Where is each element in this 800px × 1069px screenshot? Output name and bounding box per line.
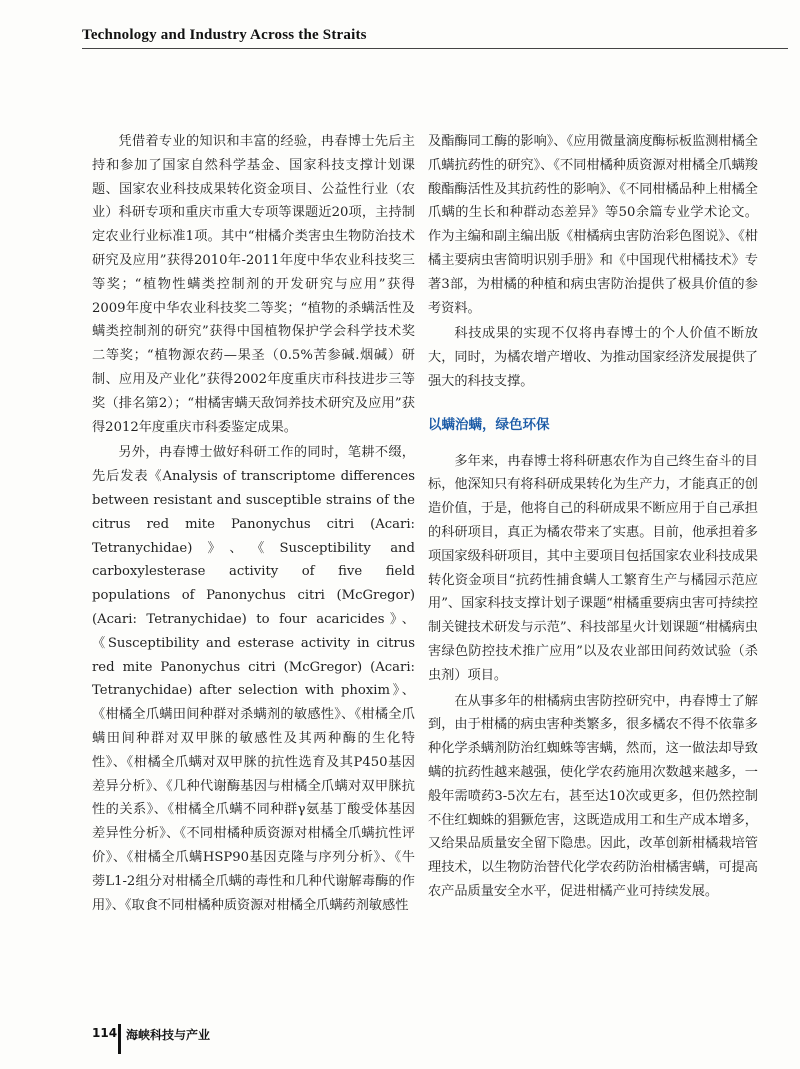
right-column (428, 130, 758, 904)
paragraph: 凭借着专业的知识和丰富的经验，冉春博士先后主持和参加了国家自然科学基金、国家科技支撑计划课题、国家农业科技成果转化资金项目、公益性行业（农业）科研专项和重庆市重大专项等课题近20项，主持制定农业行业标准1项。其中“柑橘介类害虫生物防治技术研究及应用”获得2010年-2011年度中华农业科技奖三等奖；“植物性螨类控制剂的开发研究与应用”获得2009年度中华农业科技奖二等奖；“植物的杀螨活性及螨类控制剂的研究”获得中国植物保护学会科学技术奖二等奖；“植物源农药—果圣（0.5%苦参碱.烟碱）研制、应用及产业化”获得2002年度重庆市科技进步三等奖（排名第2）；“柑橘害螨天敌饲养技术研究及应用”获得2012年度重庆市科委鉴定成果。 (92, 134, 415, 435)
running-title: Technology and Industry Across the Straits (82, 27, 367, 43)
page-header (0, 0, 800, 52)
left-column (92, 130, 415, 917)
paragraph: 科技成果的实现不仅将冉春博士的个人价值不断放大，同时，为橘农增产增收、为推动国家经济发展提供了强大的科技支撑。 (428, 326, 758, 389)
footer-divider (118, 1024, 121, 1054)
journal-name: 海峡科技与产业 (126, 1028, 211, 1042)
section-heading: 以螨治螨，绿色环保 (428, 416, 550, 433)
paragraph: 在从事多年的柑橘病虫害防控研究中，冉春博士了解到，由于柑橘的病虫害种类繁多，很多橘农不得不依靠多种化学杀螨剂防治红蜘蛛等害螨，然而，这一做法却导致螨的抗药性越来越强，使化学农药施用次数越来越多，一般年需喷药3-5次左右，甚至达10次或更多，但仍然控制不住红蜘蛛的猖獗危害，这既造成用工和生产成本增多，又给果品质量安全留下隐患。因此，改革创新柑橘栽培管理技术，以生物防治替代化学农药防治柑橘害螨，可提高农产品质量安全水平，促进柑橘产业可持续发展。 (428, 693, 758, 899)
paragraph: 及酯酶同工酶的影响》、《应用微量滴度酶标板监测柑橘全爪螨抗药性的研究》、《不同柑橘种质资源对柑橘全爪螨羧酸酯酶活性及其抗药性的影响》、《不同柑橘品种上柑橘全爪螨的生长和种群动态差异》等50余篇专业学术论文。作为主编和副主编出版《柑橘病虫害防治彩色图说》、《柑橘主要病虫害简明识别手册》和《中国现代柑橘技术》专著3部，为柑橘的种植和病虫害防治提供了极具价值的参考资料。 (428, 134, 758, 316)
page-number: 114 (92, 1026, 118, 1040)
header-rule (82, 48, 788, 49)
paragraph: 另外，冉春博士做好科研工作的同时，笔耕不缀，先后发表《Analysis of transcriptome differences between resistant and susceptible strains of the citrus red mite Panonychus citri (Acari: Tetranychidae)》、《Susceptibility and carboxylesterase activity of five field populations of Panonychus citri (McGregor) (Acari: Tetranychidae) to four acaricides》、《Susceptibility and esterase activity in citrus red mite Panonychus citri (McGregor) (Acari: Tetranychidae) after selection with phoxim》、《柑橘全爪螨田间种群对杀螨剂的敏感性》、《柑橘全爪螨田间种群对双甲脒的敏感性及其两种酶的生化特性》、《柑橘全爪螨对双甲脒的抗性选育及其P450基因差异分析》、《几种代谢酶基因与柑橘全爪螨对双甲脒抗性的关系》、《柑橘全爪螨不同种群γ氨基丁酸受体基因差异性分析》、《不同柑橘种质资源对柑橘全爪螨抗性评价》、《柑橘全爪螨HSP90基因克隆与序列分析》、《牛蒡L1-2组分对柑橘全爪螨的毒性和几种代谢解毒酶的作用》、《取食不同柑橘种质资源对柑橘全爪螨药剂敏感性 (92, 445, 415, 913)
paragraph: 多年来，冉春博士将科研惠农作为自己终生奋斗的目标，他深知只有将科研成果转化为生产力，才能真正的创造价值，于是，他将自己的科研成果不断应用于自己承担的科研项目，真正为橘农带来了实惠。目前，他承担着多项国家级科研项目，其中主要项目包括国家农业科技成果转化资金项目“抗药性捕食螨人工繁育生产与橘园示范应用”、国家科技支撑计划子课题“柑橘重要病虫害可持续控制关键技术研发与示范”、科技部星火计划课题“柑橘病虫害绿色防控技术推广应用”以及农业部田间药效试验（杀虫剂）项目。 (428, 453, 758, 683)
